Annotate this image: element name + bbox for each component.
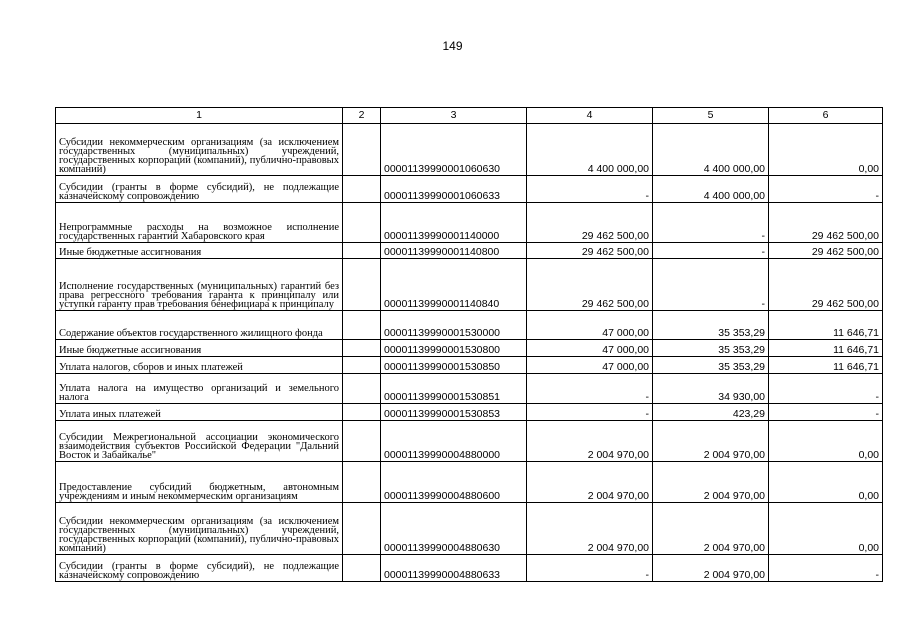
row-name: Непрограммные расходы на возможное исполнение государственных гарантий Хабаровского края <box>56 203 343 243</box>
row-value-5: 35 353,29 <box>653 340 769 357</box>
row-code: 00001139990001530000 <box>381 311 527 340</box>
row-value-6: 0,00 <box>769 462 883 503</box>
table-row <box>56 243 883 259</box>
table-row <box>56 462 883 503</box>
table-row <box>56 176 883 203</box>
row-value-6: 0,00 <box>769 421 883 462</box>
row-value-6: 0,00 <box>769 503 883 555</box>
row-code: 00001139990004880633 <box>381 555 527 582</box>
row-col2 <box>343 462 381 503</box>
column-header-2: 2 <box>343 108 381 124</box>
row-value-5: - <box>653 243 769 259</box>
row-value-4: - <box>527 555 653 582</box>
row-col2 <box>343 259 381 311</box>
row-value-6: 29 462 500,00 <box>769 243 883 259</box>
row-code: 00001139990004880600 <box>381 462 527 503</box>
table-row <box>56 421 883 462</box>
row-name: Субсидии Межрегиональной ассоциации экономического взаимодействия субъектов Российской Федерации "Дальний Восток и Забайкалье" <box>56 421 343 462</box>
row-name: Иные бюджетные ассигнования <box>56 243 343 259</box>
row-name: Исполнение государственных (муниципальных) гарантий без права регрессного требования гаранта к принципалу или уступки гаранту прав требования бенефициара к принципалу <box>56 259 343 311</box>
table-row <box>56 357 883 374</box>
row-code: 00001139990001060633 <box>381 176 527 203</box>
row-value-5: 2 004 970,00 <box>653 503 769 555</box>
row-name: Иные бюджетные ассигнования <box>56 340 343 357</box>
row-col2 <box>343 421 381 462</box>
row-value-4: - <box>527 176 653 203</box>
row-value-4: 2 004 970,00 <box>527 503 653 555</box>
row-value-5: - <box>653 259 769 311</box>
row-value-4: 47 000,00 <box>527 311 653 340</box>
row-value-5: - <box>653 203 769 243</box>
row-col2 <box>343 124 381 176</box>
row-col2 <box>343 203 381 243</box>
column-header-4: 4 <box>527 108 653 124</box>
row-value-4: 2 004 970,00 <box>527 421 653 462</box>
row-value-6: 29 462 500,00 <box>769 203 883 243</box>
table-row <box>56 555 883 582</box>
row-code: 00001139990001140840 <box>381 259 527 311</box>
table-row <box>56 203 883 243</box>
column-header-6: 6 <box>769 108 883 124</box>
row-value-6: 11 646,71 <box>769 340 883 357</box>
row-value-6: 11 646,71 <box>769 357 883 374</box>
row-value-4: 2 004 970,00 <box>527 462 653 503</box>
row-name: Содержание объектов государственного жилищного фонда <box>56 311 343 340</box>
row-name: Предоставление субсидий бюджетным, автономным учреждениям и иным некоммерческим организациям <box>56 462 343 503</box>
row-col2 <box>343 374 381 404</box>
row-value-4: - <box>527 404 653 421</box>
column-header-3: 3 <box>381 108 527 124</box>
row-col2 <box>343 176 381 203</box>
table-header-row <box>56 108 883 124</box>
row-value-4: 29 462 500,00 <box>527 243 653 259</box>
page-number: 149 <box>442 39 463 53</box>
row-col2 <box>343 503 381 555</box>
table-row <box>56 374 883 404</box>
column-header-1: 1 <box>56 108 343 124</box>
row-value-6: - <box>769 555 883 582</box>
row-value-5: 4 400 000,00 <box>653 176 769 203</box>
row-value-5: 2 004 970,00 <box>653 421 769 462</box>
row-col2 <box>343 404 381 421</box>
row-col2 <box>343 555 381 582</box>
row-value-4: 4 400 000,00 <box>527 124 653 176</box>
row-value-5: 35 353,29 <box>653 357 769 374</box>
row-value-5: 2 004 970,00 <box>653 462 769 503</box>
row-value-6: - <box>769 374 883 404</box>
table-row <box>56 311 883 340</box>
row-code: 00001139990001530850 <box>381 357 527 374</box>
row-value-5: 35 353,29 <box>653 311 769 340</box>
row-name: Уплата налога на имущество организаций и земельного налога <box>56 374 343 404</box>
row-value-4: 29 462 500,00 <box>527 203 653 243</box>
row-name: Субсидии некоммерческим организациям (за исключением государственных (муниципальных) учреждений, государственных корпораций (компаний), публично-правовых компаний) <box>56 503 343 555</box>
row-col2 <box>343 357 381 374</box>
row-value-4: - <box>527 374 653 404</box>
row-value-4: 47 000,00 <box>527 357 653 374</box>
table-row <box>56 404 883 421</box>
budget-table <box>55 107 883 582</box>
row-col2 <box>343 243 381 259</box>
row-value-5: 423,29 <box>653 404 769 421</box>
row-code: 00001139990001060630 <box>381 124 527 176</box>
row-value-6: 0,00 <box>769 124 883 176</box>
row-value-5: 4 400 000,00 <box>653 124 769 176</box>
row-value-6: 29 462 500,00 <box>769 259 883 311</box>
row-value-5: 34 930,00 <box>653 374 769 404</box>
row-name: Субсидии (гранты в форме субсидий), не подлежащие казначейскому сопровождению <box>56 176 343 203</box>
row-name: Уплата налогов, сборов и иных платежей <box>56 357 343 374</box>
row-code: 00001139990001530851 <box>381 374 527 404</box>
row-value-4: 47 000,00 <box>527 340 653 357</box>
row-code: 00001139990001530800 <box>381 340 527 357</box>
row-name: Субсидии некоммерческим организациям (за исключением государственных (муниципальных) учреждений, государственных корпораций (компаний), публично-правовых компаний) <box>56 124 343 176</box>
row-code: 00001139990004880000 <box>381 421 527 462</box>
row-value-6: 11 646,71 <box>769 311 883 340</box>
row-name: Субсидии (гранты в форме субсидий), не подлежащие казначейскому сопровождению <box>56 555 343 582</box>
table-row <box>56 503 883 555</box>
row-code: 00001139990001530853 <box>381 404 527 421</box>
row-code: 00001139990001140000 <box>381 203 527 243</box>
column-header-5: 5 <box>653 108 769 124</box>
row-value-4: 29 462 500,00 <box>527 259 653 311</box>
row-name: Уплата иных платежей <box>56 404 343 421</box>
row-value-6: - <box>769 176 883 203</box>
row-value-5: 2 004 970,00 <box>653 555 769 582</box>
row-code: 00001139990001140800 <box>381 243 527 259</box>
table-row <box>56 124 883 176</box>
row-col2 <box>343 340 381 357</box>
row-col2 <box>343 311 381 340</box>
row-code: 00001139990004880630 <box>381 503 527 555</box>
table-row <box>56 340 883 357</box>
table-row <box>56 259 883 311</box>
row-value-6: - <box>769 404 883 421</box>
